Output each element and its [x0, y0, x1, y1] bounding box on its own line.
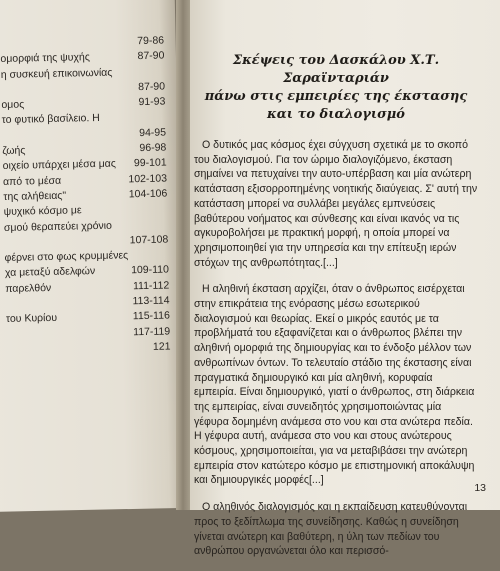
- toc-entry-text: παρελθόν: [5, 281, 52, 295]
- toc-entry-text: ψυχικό κόσμο με: [3, 204, 82, 219]
- toc-entry-page: 91-93: [138, 95, 166, 109]
- heading-line-2: πάνω στις εμπειρίες της έκστασης: [204, 89, 468, 104]
- body-text: [194, 138, 478, 559]
- toc-entry-text: σμού θεραπεύει χρόνιο: [3, 219, 113, 234]
- toc-entry-text: του Κυρίου: [5, 312, 58, 326]
- toc-entry-page: 113-114: [132, 294, 170, 308]
- toc-entry-text: από το μέσα: [2, 174, 62, 188]
- toc-entry-text: το φυτικό βασίλειο. Η: [1, 112, 100, 127]
- toc-entry-page: 99-101: [133, 156, 167, 170]
- paragraph-1: Ο δυτικός μας κόσμος έχει σύγχυση σχετικά με το σκοπό του διαλογισμού. Για τον ώριμο διαλογιζόμενο, έκσταση σημαίνει να πετυχαίνει την αυτο-υπέρβαση και μία ανώτερη κατάσταση εξισορροπημένης νοητικής διαύγειας. Σ' αυτή την κατάσταση μπορεί να συλλάβει μεγάλες εμπνεύσεις βαθύτερου νοήματος και σύνθεσης και είναι ικανός να τις αγκυροβολήσει με πρακτική μορφή, η οποία μπορεί να χρησιμοποιηθεί για την υπηρεσία και την επίτευξη ιερών στόχων της ανθρωπότητας.[...]: [194, 139, 478, 269]
- toc-entry-page: 94-95: [139, 126, 167, 139]
- heading-line-1: Σκέψεις του Δασκάλου Χ.Τ. Σαραϊνταριάν: [232, 53, 440, 86]
- toc-entry-page: 102-103: [128, 172, 168, 186]
- toc-entry-text: η συσκευή επικοινωνίας: [0, 66, 113, 81]
- toc-entry-page: 111-112: [132, 279, 170, 293]
- toc-entry-page: 96-98: [139, 141, 167, 155]
- paragraph-3: Ο αληθινός διαλογισμός και η εκπαίδευση κατευθύνονται προς το ξεδίπλωμα της συνείδησης. Καθώς η συνείδηση γίνεται ανώτερη και βαθύτερη, η ύλη των πεδίων του ανθρώπου οργανώνεται όλο και περισσό-: [194, 501, 468, 558]
- table-of-contents: [0, 34, 179, 359]
- toc-entry-page: 87-90: [138, 80, 166, 94]
- toc-entry-page: 87-90: [137, 49, 165, 63]
- toc-entry-page: 117-119: [133, 325, 171, 338]
- toc-entry-page: 104-106: [128, 187, 168, 201]
- toc-entry-text: χα μεταξύ αδελφών: [4, 265, 96, 280]
- toc-entry-page: 107-108: [129, 233, 169, 247]
- page-number: 13: [474, 482, 486, 494]
- toc-entry-page: 79-86: [137, 34, 165, 48]
- toc-entry-text: της αλήθειας": [3, 189, 67, 203]
- chapter-heading: [194, 52, 478, 124]
- toc-entry-text: ζωής: [2, 144, 26, 158]
- toc-entry-text: οιχείο υπάρχει μέσα μας: [2, 157, 116, 173]
- chapter-content: [194, 52, 478, 571]
- heading-line-3: και το διαλογισμό: [267, 107, 405, 122]
- toc-entry-page: 109-110: [131, 263, 170, 277]
- toc-entry-text: φέρνει στο φως κρυμμένες: [4, 249, 129, 265]
- paragraph-2: Η αληθινή έκσταση αρχίζει, όταν ο άνθρωπος εισέρχεται στην επικράτεια της ενόρασης μέσω εσωτερικού διαλογισμού και θεωρίας. Εκεί ο μικρός εαυτός με τα προβλήματά του εξαφανίζεται και ο άνθρωπος βλέπει την αληθινή ομορφιά της δημιουργίας και το ένδοξο μέλλον των ανθρωπίνων όντων. Το τελευταίο στάδιο της έκστασης είναι πραγματικά δημιουργικό και μία αληθινή, κορυφαία εμπειρία. Είναι δημιουργικό, γιατί ο άνθρωπος, στη διάρκεια της εμπειρίας, είναι συνειδητός χρησιμοποιώντας μία γέφυρα δομημένη ανάμεσα στο νου και στα ανώτερα πεδία. Η γέφυρα αυτή, ανάμεσα στο νου και στους ανώτερους κόσμους, χρησιμοποιείται, για να μεταβιβάσει την ανώτερη εμπειρία στον κατώτερο κόσμο με επιστημονική αποκάλυψη και δημιουργικές μορφές[...]: [194, 283, 475, 487]
- book-gutter: [176, 0, 190, 510]
- toc-entry-page: 121: [152, 340, 171, 353]
- toc-entry-text: ομος: [1, 98, 25, 112]
- toc-entry-text: ομορφιά της ψυχής: [0, 51, 90, 66]
- toc-entry-page: 115-116: [132, 309, 170, 323]
